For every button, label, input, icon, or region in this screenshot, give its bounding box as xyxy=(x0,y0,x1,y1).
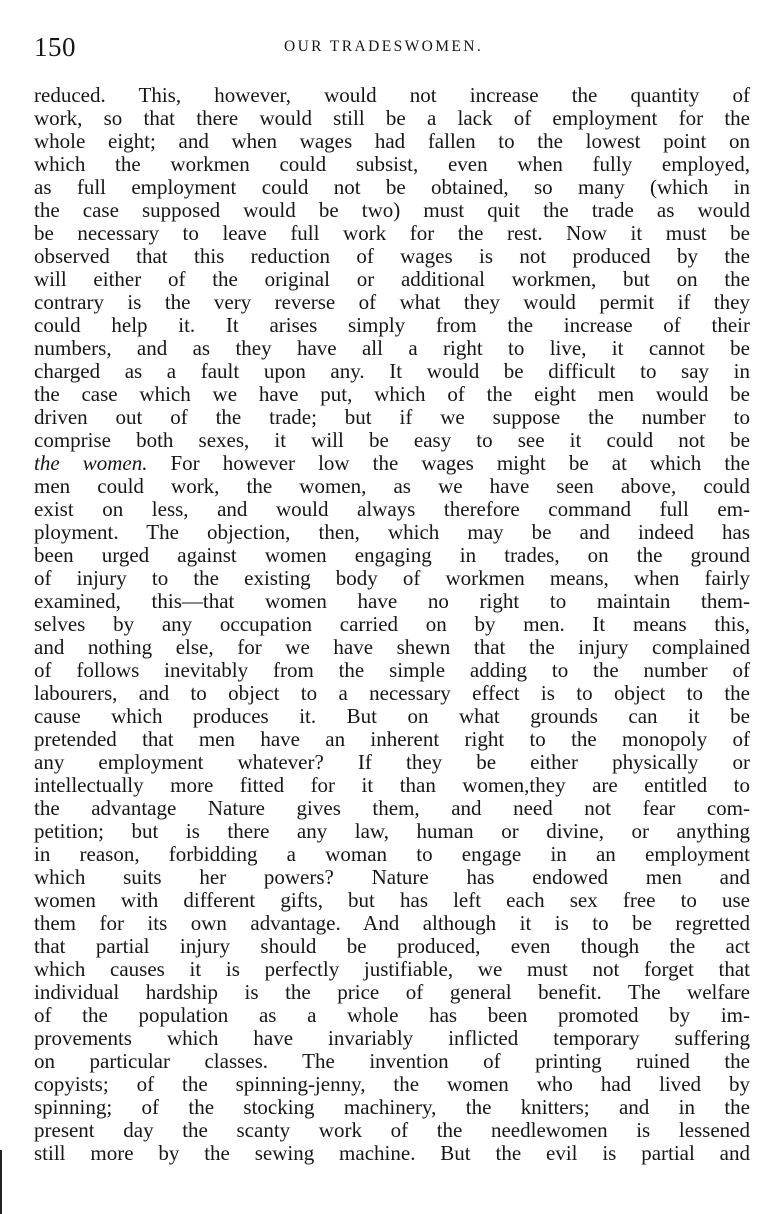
text-line: driven out of the trade; but if we suppose the number to xyxy=(34,405,750,429)
text-line: in reason, forbidding a woman to engage in an employment xyxy=(34,842,750,866)
text-line: and nothing else, for we have shewn that the injury complained xyxy=(34,635,750,659)
text-line: the advantage Nature gives them, and need not fear com- xyxy=(34,796,750,820)
text-line: could help it. It arises simply from the increase of their xyxy=(34,313,750,337)
text-line: been urged against women engaging in trades, on the ground xyxy=(34,543,750,567)
text-line: which the workmen could subsist, even when fully employed, xyxy=(34,152,750,176)
page-header xyxy=(34,30,750,64)
text-line: on particular classes. The invention of printing ruined the xyxy=(34,1049,750,1073)
text-line: copyists; of the spinning-jenny, the women who had lived by xyxy=(34,1072,750,1096)
text-line: of injury to the existing body of workmen means, when fairly xyxy=(34,566,750,590)
italic-phrase: the women. xyxy=(34,451,148,475)
text-line: be necessary to leave full work for the rest. Now it must be xyxy=(34,221,750,245)
text-line: individual hardship is the price of general benefit. The welfare xyxy=(34,980,750,1004)
text-line: the case which we have put, which of the eight men would be xyxy=(34,382,750,406)
page-number: 150 xyxy=(34,32,76,62)
text-line: provements which have invariably inflicted temporary suffering xyxy=(34,1026,750,1050)
text-line: numbers, and as they have all a right to live, it cannot be xyxy=(34,336,750,360)
text-line: will either of the original or additional workmen, but on the xyxy=(34,267,750,291)
text-line: still more by the sewing machine. But the evil is partial and xyxy=(34,1141,750,1165)
text-line: of follows inevitably from the simple adding to the number of xyxy=(34,658,750,682)
text-line: comprise both sexes, it will be easy to see it could not be xyxy=(34,428,750,452)
text-line: observed that this reduction of wages is not produced by the xyxy=(34,244,750,268)
page-edge-rule xyxy=(0,1150,2,1214)
text-line-rest: For however low the wages might be at which the xyxy=(147,451,750,475)
text-line: contrary is the very reverse of what they would permit if they xyxy=(34,290,750,314)
running-head: OUR TRADESWOMEN. xyxy=(284,38,484,55)
text-line: women with different gifts, but has left each sex free to use xyxy=(34,888,750,912)
text-line: reduced. This, however, would not increase the quantity of xyxy=(34,83,750,107)
text-line: ployment. The objection, then, which may be and indeed has xyxy=(34,520,750,544)
text-line: any employment whatever? If they be either physically or xyxy=(34,750,750,774)
text-line: petition; but is there any law, human or divine, or anything xyxy=(34,819,750,843)
text-line: examined, this—that women have no right to maintain them- xyxy=(34,589,750,613)
text-line: work, so that there would still be a lack of employment for the xyxy=(34,106,750,130)
text-line: them for its own advantage. And although it is to be regretted xyxy=(34,911,750,935)
text-line: cause which produces it. But on what grounds can it be xyxy=(34,704,750,728)
text-line-with-italic xyxy=(34,452,750,475)
text-line: exist on less, and would always therefore command full em- xyxy=(34,497,750,521)
text-line: pretended that men have an inherent right to the monopoly of xyxy=(34,727,750,751)
text-line: of the population as a whole has been promoted by im- xyxy=(34,1003,750,1027)
text-line: as full employment could not be obtained, so many (which in xyxy=(34,175,750,199)
text-line: men could work, the women, as we have seen above, could xyxy=(34,474,750,498)
body-text xyxy=(34,84,750,1165)
text-line: present day the scanty work of the needlewomen is lessened xyxy=(34,1118,750,1142)
text-line: the case supposed would be two) must quit the trade as would xyxy=(34,198,750,222)
text-line: labourers, and to object to a necessary effect is to object to the xyxy=(34,681,750,705)
text-line: charged as a fault upon any. It would be difficult to say in xyxy=(34,359,750,383)
text-line: that partial injury should be produced, even though the act xyxy=(34,934,750,958)
text-line: whole eight; and when wages had fallen to the lowest point on xyxy=(34,129,750,153)
text-line: which suits her powers? Nature has endowed men and xyxy=(34,865,750,889)
text-line: which causes it is perfectly justifiable, we must not forget that xyxy=(34,957,750,981)
text-line: spinning; of the stocking machinery, the knitters; and in the xyxy=(34,1095,750,1119)
text-line: selves by any occupation carried on by men. It means this, xyxy=(34,612,750,636)
text-line: intellectually more fitted for it than women,they are entitled to xyxy=(34,773,750,797)
